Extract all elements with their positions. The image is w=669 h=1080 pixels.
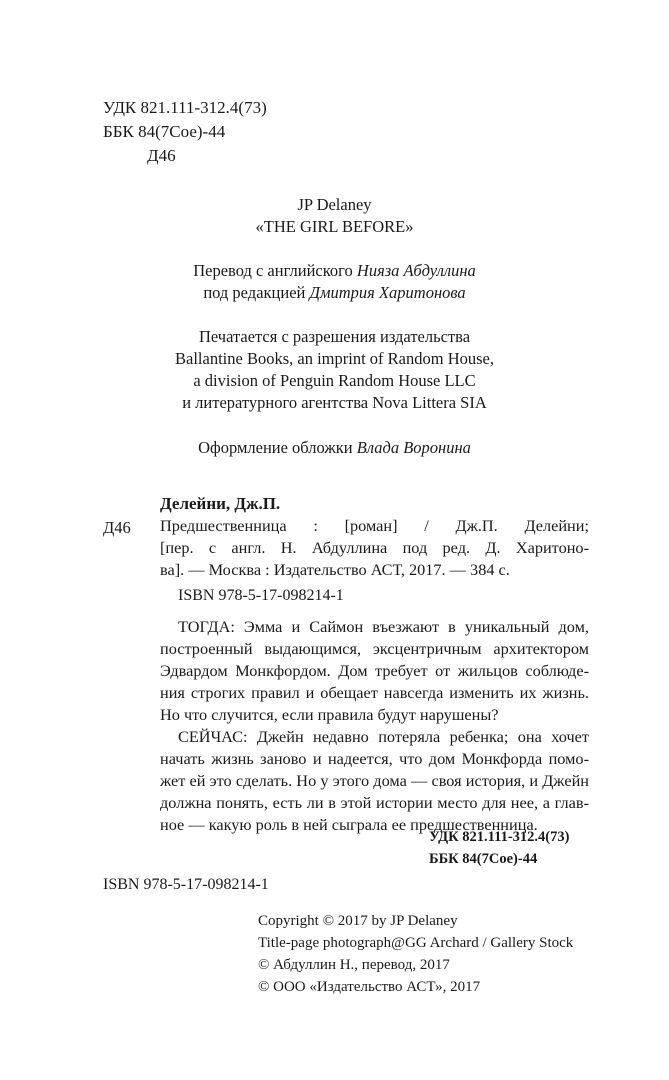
annotation-line: ния строгих правил и обещает навсегда изменить их жизнь. — [160, 683, 589, 702]
annotation-line: ное — какую роль в ней сыграла ее предшественница. — [160, 815, 538, 834]
catalog-line: [пер. с англ. Н. Абдуллина под ред. Д. Харитоно- — [160, 538, 589, 557]
permission-line: Печатается с разрешения издательства — [198, 327, 471, 346]
author-mark-code: Д46 — [147, 146, 176, 165]
annotation-line: Но что случится, если правила будут нарушены? — [160, 705, 499, 724]
annotation-line: жет ей это сделать. Но у этого дома — своя история, и Джейн — [160, 771, 589, 790]
permission-line: и литературного агентства Nova Littera SIA — [182, 393, 487, 412]
classification-bbk: ББК 84(7Сое)-44 — [429, 851, 538, 867]
copyright-block — [258, 910, 573, 998]
copyright-line: Copyright © 2017 by JP Delaney — [258, 913, 458, 929]
annotation-line: начать жизнь заново и надеется, что дом Монкфорда помо- — [160, 749, 589, 768]
catalog-line: Предшественница : [роман] / Дж.П. Делейни; — [160, 516, 589, 535]
classification-udk: УДК 821.111-312.4(73) — [429, 829, 570, 845]
classification-block — [429, 826, 569, 870]
permission-line: Ballantine Books, an imprint of Random House, — [175, 349, 494, 368]
catalog-isbn: ISBN 978-5-17-098214-1 — [178, 587, 344, 604]
bbk-code: ББК 84(7Сое)-44 — [103, 122, 226, 141]
translator-name: Нияза Абдуллина — [356, 261, 476, 280]
annotation-line: ТОГДА: Эмма и Саймон въезжают в уникальный дом, — [178, 617, 589, 636]
catalog-author-heading: Делейни, Дж.П. — [160, 494, 281, 513]
cover-design-line — [0, 437, 669, 459]
copyright-line: © ООО «Издательство АСТ», 2017 — [258, 979, 481, 995]
isbn-bottom: ISBN 978-5-17-098214-1 — [103, 876, 269, 893]
permission-line: a division of Penguin Random House LLC — [193, 371, 476, 390]
copyright-line: Title-page photograph@GG Archard / Gallery Stock — [258, 935, 574, 951]
annotation-line: Эдвардом Монкфордом. Дом требует от жильцов соблюде- — [160, 661, 589, 680]
annotation-line: СЕЙЧАС: Джейн недавно потеряла ребенка; она хочет — [178, 727, 589, 746]
annotation-line: построенный выдающимся, эксцентричным архитектором — [160, 639, 589, 658]
udk-code: УДК 821.111-312.4(73) — [103, 98, 267, 117]
catalog-code: Д46 — [103, 518, 131, 537]
cover-prefix: Оформление обложки — [198, 438, 357, 457]
editor-line — [0, 282, 669, 304]
copyright-line: © Абдуллин Н., перевод, 2017 — [258, 957, 450, 973]
annotation — [160, 616, 589, 836]
catalog-line: ва]. — Москва : Издательство АСТ, 2017. — 384 с. — [160, 560, 510, 579]
editor-name: Дмитрия Харитонова — [309, 283, 466, 302]
original-author: JP Delaney — [297, 195, 372, 214]
original-title: «THE GIRL BEFORE» — [255, 217, 414, 236]
annotation-line: должна понять, есть ли в этой истории место для нее, а глав- — [160, 793, 589, 812]
editor-prefix: под редакцией — [203, 283, 310, 302]
cover-designer: Влада Воронина — [356, 438, 471, 457]
translation-line — [0, 260, 669, 282]
translation-prefix: Перевод с английского — [193, 261, 357, 280]
catalog-description — [160, 515, 589, 581]
